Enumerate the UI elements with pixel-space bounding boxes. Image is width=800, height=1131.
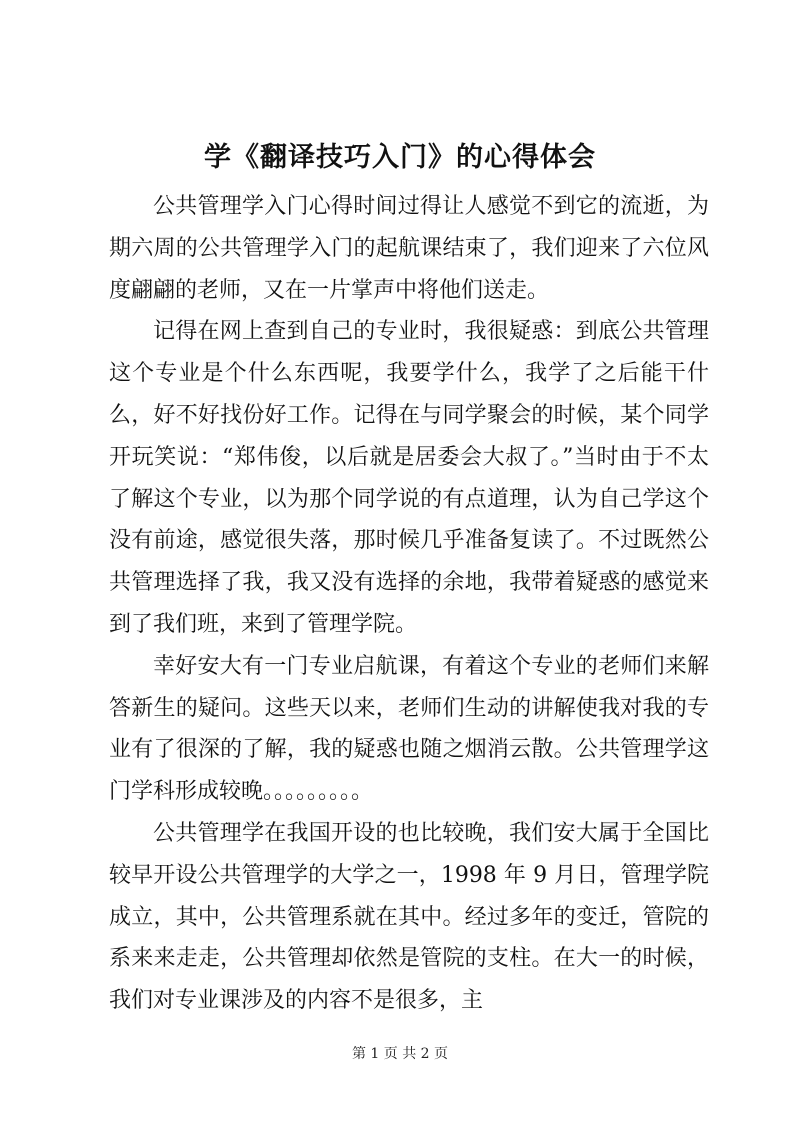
paragraph: 公共管理学在我国开设的也比较晚，我们安大属于全国比较早开设公共管理学的大学之一，1998 年 9 月日，管理学院成立，其中，公共管理系就在其中。经过多年的变迁，管院的系来来走走，公共管理却依然是管院的支柱。在大一的时候，我们对专业课涉及的内容不是很多，主 (109, 820, 709, 1014)
document-title: 学《翻译技巧入门》的心得体会 (204, 142, 596, 173)
page-footer: 第 1 页 共 2 页 (351, 1046, 449, 1062)
document-body (109, 186, 709, 1022)
paragraph: 幸好安大有一门专业启航课，有着这个专业的老师们来解答新生的疑问。这些天以来，老师们生动的讲解使我对我的专业有了很深的了解，我的疑惑也随之烟消云散。公共管理学这门学科形成较晚。。。。。。。。。 (109, 653, 709, 805)
paragraph: 记得在网上查到自己的专业时，我很疑惑：到底公共管理这个专业是个什么东西呢，我要学什么，我学了之后能干什么，好不好找份好工作。记得在与同学聚会的时候，某个同学开玩笑说：“郑伟俊，以后就是居委会大叔了。”当时由于不太了解这个专业，以为那个同学说的有点道理，认为自己学这个没有前途，感觉很失落，那时候几乎准备复读了。不过既然公共管理选择了我，我又没有选择的余地，我带着疑惑的感觉来到了我们班，来到了管理学院。 (109, 319, 709, 637)
paragraph: 公共管理学入门心得时间过得让人感觉不到它的流逝，为期六周的公共管理学入门的起航课结束了，我们迎来了六位风度翩翩的老师，又在一片掌声中将他们送走。 (109, 194, 709, 303)
